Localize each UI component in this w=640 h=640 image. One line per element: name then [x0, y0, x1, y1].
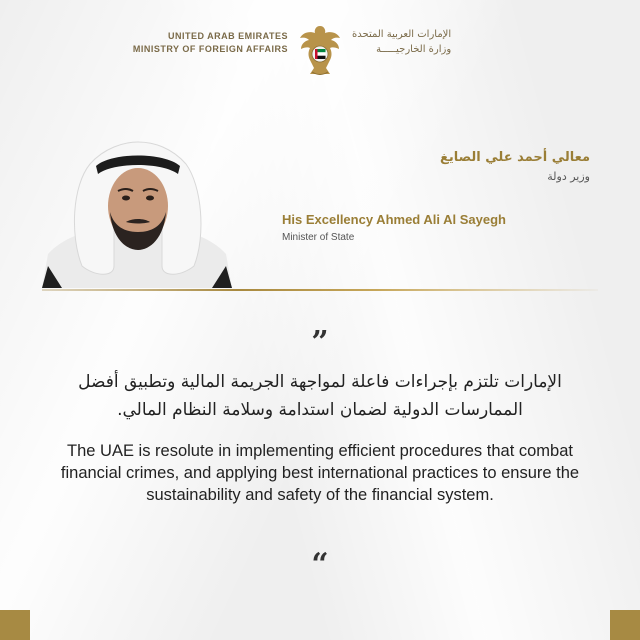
corner-accent-left	[0, 610, 30, 640]
portrait-icon	[42, 126, 232, 288]
person-title-ar: وزير دولة	[547, 170, 590, 183]
person-title-en: Minister of State	[282, 232, 355, 243]
quote-close-mark: “	[311, 547, 329, 582]
org-en-line2: MINISTRY OF FOREIGN AFFAIRS	[132, 44, 288, 54]
gold-divider	[42, 289, 598, 291]
corner-accent-right	[610, 610, 640, 640]
org-ar-line2: وزارة الخارجيـــــة	[376, 44, 452, 55]
quote-text-ar: الإمارات تلتزم بإجراءات فاعلة لمواجهة الجريمة المالية وتطبيق أفضل الممارسات الدولية لضمان استدامة وسلامة النظام المالي.	[78, 372, 562, 420]
org-name-ar	[352, 27, 451, 57]
person-name-en: His Excellency Ahmed Ali Al Sayegh	[282, 212, 506, 227]
org-name-en	[133, 30, 288, 56]
org-ar-line1: الإمارات العربية المتحدة	[352, 29, 452, 40]
quote-open-mark: ”	[311, 325, 329, 360]
quote-text-en: The UAE is resolute in implementing efficient procedures that combat financial crimes, and applying best international practices to ensure the sustainability and safety of the financial system.	[60, 442, 580, 504]
header	[0, 22, 640, 82]
org-en-line1: UNITED ARAB EMIRATES	[168, 31, 288, 41]
uae-falcon-emblem-icon	[298, 22, 342, 78]
person-name-ar: معالي أحمد علي الصايغ	[439, 150, 590, 165]
